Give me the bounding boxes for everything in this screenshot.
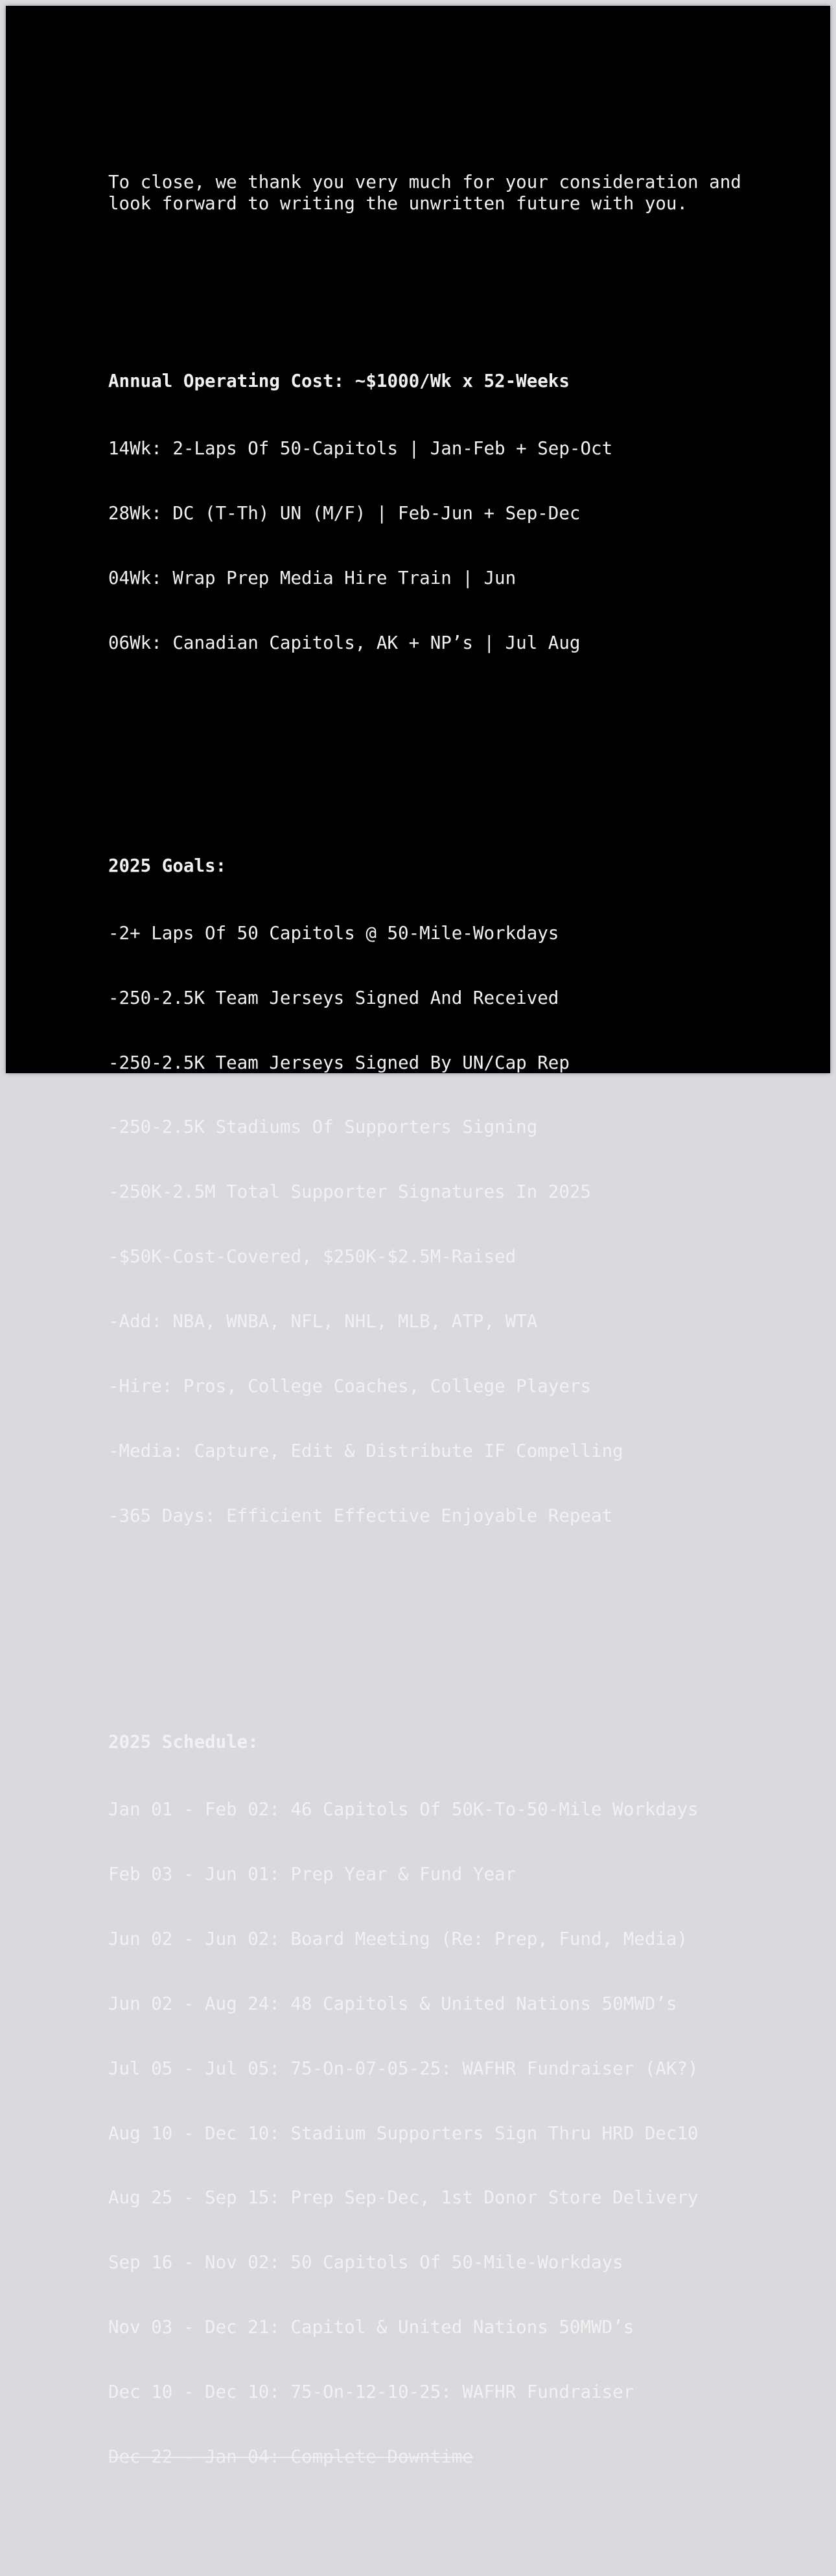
cost-line: 06Wk: Canadian Capitols, AK + NP’s | Jul Aug (108, 632, 581, 653)
goal-item: -$50K-Cost-Covered, $250K-$2.5M-Raised (108, 1246, 517, 1268)
goals-section (108, 812, 756, 1570)
document-body (108, 107, 756, 2576)
goal-item: -Add: NBA, WNBA, NFL, NHL, MLB, ATP, WTA (108, 1311, 538, 1332)
goals-heading: 2025 Goals: (108, 855, 227, 876)
cost-line: 28Wk: DC (T-Th) UN (M/F) | Feb-Jun + Sep-Dec (108, 502, 581, 524)
schedule-item-downtime: Dec 22 - Jan 04: Complete Downtime (108, 2446, 473, 2467)
operating-cost-section (108, 327, 756, 697)
schedule-item: Jan 01 - Feb 02: 46 Capitols Of 50K-To-50-Mile Workdays (108, 1799, 699, 1820)
schedule-item: Dec 10 - Dec 10: 75-On-12-10-25: WAFHR Fundraiser (108, 2382, 634, 2403)
goal-item: -250-2.5K Team Jerseys Signed By UN/Cap Rep (108, 1052, 570, 1073)
schedule-section (108, 1689, 756, 2511)
schedule-item: Jul 05 - Jul 05: 75-On-07-05-25: WAFHR Fundraiser (AK?) (108, 2058, 699, 2079)
closing-paragraph: To close, we thank you very much for your consideration and look forward to writing the unwritten future with you. (108, 171, 752, 215)
cost-line: 14Wk: 2-Laps Of 50-Capitols | Jan-Feb + Sep-Oct (108, 437, 613, 459)
schedule-item: Sep 16 - Nov 02: 50 Capitols Of 50-Mile-Workdays (108, 2252, 623, 2273)
schedule-item: Aug 10 - Dec 10: Stadium Supporters Sign Thru HRD Dec10 (108, 2122, 699, 2144)
goal-item: -250K-2.5M Total Supporter Signatures In 2025 (108, 1181, 592, 1203)
goal-item: -250-2.5K Team Jerseys Signed And Received (108, 987, 559, 1008)
operating-cost-heading: Annual Operating Cost: ~$1000/Wk x 52-Weeks (108, 370, 570, 391)
schedule-heading: 2025 Schedule: (108, 1732, 259, 1753)
schedule-item: Aug 25 - Sep 15: Prep Sep-Dec, 1st Donor Store Delivery (108, 2187, 699, 2209)
schedule-item: Jun 02 - Aug 24: 48 Capitols & United Nations 50MWD’s (108, 1993, 677, 2014)
schedule-item: Jun 02 - Jun 02: Board Meeting (Re: Prep, Fund, Media) (108, 1928, 688, 1949)
schedule-item: Feb 03 - Jun 01: Prep Year & Fund Year (108, 1863, 517, 1885)
goal-item: -Hire: Pros, College Coaches, College Players (108, 1376, 592, 1397)
goal-item: -2+ Laps Of 50 Capitols @ 50-Mile-Workdays (108, 922, 559, 944)
goal-item: -Media: Capture, Edit & Distribute IF Compelling (108, 1440, 623, 1461)
document-page (6, 6, 830, 2467)
cost-line: 04Wk: Wrap Prep Media Hire Train | Jun (108, 567, 517, 588)
schedule-item: Nov 03 - Dec 21: Capitol & United Nations 50MWD’s (108, 2317, 634, 2338)
goal-item: -365 Days: Efficient Effective Enjoyable Repeat (108, 1505, 613, 1526)
goal-item: -250-2.5K Stadiums Of Supporters Signing (108, 1117, 538, 1138)
